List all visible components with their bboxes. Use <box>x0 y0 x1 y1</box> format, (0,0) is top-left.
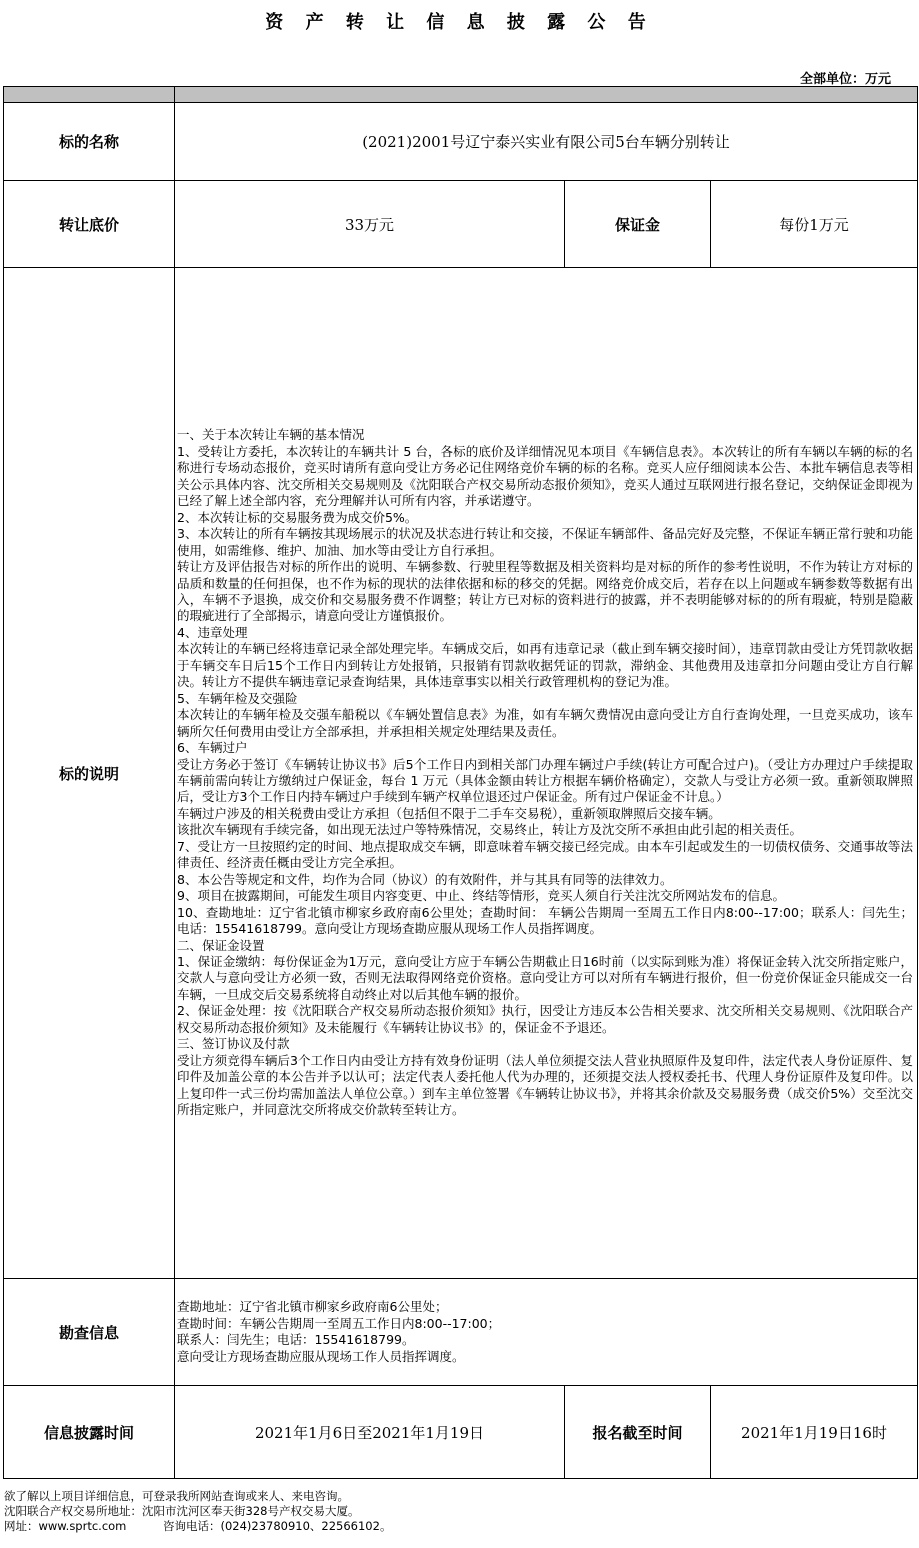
gray-cell-right <box>175 87 918 103</box>
description-paragraph: 受让方须竞得车辆后3个工作日内由受让方持有效身份证明（法人单位须提交法人营业执照原件及复印件，法定代表人身份证原件、复印件及加盖公章的本公告并予以认可；法定代表人委托他人代为办理的，还须提交法人授权委托书、代理人身份证原件及复印件。以上复印件一式三份均需加盖法人单位公章。）到车主单位签署《车辆转让协议书》，并将其余价款及交易服务费（成交价5%）交至沈交所指定账户，并同意沈交所将成交价款转至转让方。 <box>177 1052 913 1118</box>
description-label: 标的说明 <box>4 268 175 1279</box>
footer-line-address: 沈阳联合产权交易所地址：沈阳市沈河区奉天街328号产权交易大厦。 <box>4 1504 360 1518</box>
description-paragraph: 本次转让的车辆年检及交强车船税以《车辆处置信息表》为准，如有车辆欠费情况由意向受让方自行查询处理，一旦竞买成功，该车辆所欠任何费用由受让方全部承担，并承担相关规定处理结果及责任。 <box>177 707 913 739</box>
description-paragraph: 5、车辆年检及交强险 <box>177 690 298 706</box>
page-title: 资 产 转 让 信 息 披 露 公 告 <box>265 12 654 33</box>
description-paragraph: 二、保证金设置 <box>177 937 265 953</box>
description-paragraph: 三、签订协议及付款 <box>177 1036 290 1052</box>
description-content <box>175 268 918 1279</box>
inspection-line: 查勘地址：辽宁省北镇市柳家乡政府南6公里处； <box>177 1299 448 1314</box>
description-paragraph: 转让方及评估报告对标的所作出的说明、车辆参数、行驶里程等数据及相关资料均是对标的所作的参考性说明，不作为转让方对标的品质和数量的任何担保，也不作为标的现状的法律依据和标的移交的凭据。网络竞价成交后，若存在以上问题或车辆参数等数据有出入，车辆不予退换，成交价和交易服务费不作调整；转让方已对标的资料进行的披露，并不表明能够对标的的所有瑕疵，特别是隐蔽的瑕疵进行了全部揭示，请意向受让方谨慎报价。 <box>177 559 913 624</box>
inspection-line: 意向受让方现场查勘应服从现场工作人员指挥调度。 <box>177 1348 465 1364</box>
inspection-line: 查勘时间：车辆公告期周一至周五工作日内8:00--17:00； <box>177 1315 501 1331</box>
disclosure-period-label: 信息披露时间 <box>4 1386 175 1479</box>
description-paragraph: 4、违章处理 <box>177 624 248 640</box>
inspection-line: 联系人：闫先生；电话：15541618799。 <box>177 1332 415 1347</box>
footer-line-inquiry: 欲了解以上项目详细信息，可登录我所网站查询或来人、来电咨询。 <box>4 1489 349 1503</box>
price-label: 转让底价 <box>4 181 175 268</box>
deadline-label: 报名截至时间 <box>565 1386 711 1479</box>
description-paragraph: 一、关于本次转让车辆的基本情况 <box>177 427 365 443</box>
description-paragraph: 6、车辆过户 <box>177 740 248 756</box>
description-paragraph: 7、受让方一旦按照约定的时间、地点提取成交车辆，即意味着车辆交接已经完成。由本车引起或发生的一切债权债务、交通事故等法律责任、经济责任概由受让方完全承担。 <box>177 838 913 871</box>
disclosure-period-value: 2021年1月6日至2021年1月19日 <box>175 1386 565 1479</box>
description-paragraph: 3、本次转让的所有车辆按其现场展示的状况及状态进行转让和交接，不保证车辆部件、备品完好及完整，不保证车辆正常行驶和功能使用，如需维修、维护、加油、加水等由受让方自行承担。 <box>177 526 913 558</box>
gray-cell-left <box>4 87 175 103</box>
header-gray-row <box>4 87 918 103</box>
description-paragraph: 1、受转让方委托，本次转让的车辆共计 5 台，各标的底价及详细情况见本项目《车辆信息表》。本次转让的所有车辆以车辆的标的名称进行专场动态报价，竞买时请所有意向受让方务必记住网络竞价车辆的标的名称。竞买人应仔细阅读本公告、本批车辆信息表等相关公示具体内容、沈交所相关交易规则及《沈阳联合产权交易所动态报价须知》，竞买人通过互联网进行报名登记，交纳保证金即视为已经了解上述全部内容，充分理解并认可所有内容，并承诺遵守。 <box>177 443 913 509</box>
subject-name-value: (2021)2001号辽宁泰兴实业有限公司5台车辆分别转让 <box>175 103 918 181</box>
disclosure-table <box>3 86 918 1479</box>
row-inspection <box>4 1279 918 1386</box>
footer-website: 网址：www.sprtc.com <box>4 1519 127 1533</box>
unit-note: 全部单位：万元 <box>799 72 891 87</box>
description-paragraph: 受让方务必于签订《车辆转让协议书》后5个工作日内到相关部门办理车辆过户手续(转让方可配合过户)。（受让方办理过户手续提取车辆前需向转让方缴纳过户保证金，每台 1 万元（具体金额由转让方根据车辆价格确定），交款人与受让方必须一致。重新领取牌照后，受让方3个工作日内持车辆过户手续到车辆产权单位退还过户保证金。所有过户保证金不计息。） <box>177 756 913 805</box>
description-paragraph: 该批次车辆现有手续完备，如出现无法过户等特殊情况，交易终止，转让方及沈交所不承担由此引起的相关责任。 <box>177 822 803 838</box>
footer-line-contact <box>4 1519 391 1534</box>
row-period <box>4 1386 918 1479</box>
description-paragraph: 车辆过户涉及的相关税费由受让方承担（包括但不限于二手车交易税），重新领取牌照后交接车辆。 <box>177 805 721 821</box>
inspection-label: 勘查信息 <box>4 1279 175 1386</box>
footer <box>4 1489 391 1534</box>
description-paragraph: 2、保证金处理：按《沈阳联合产权交易所动态报价须知》执行，因受让方违反本公告相关要求、沈交所相关交易规则、《沈阳联合产权交易所动态报价须知》及未能履行《车辆转让协议书》的，保证金不予退还。 <box>177 1003 913 1035</box>
row-price <box>4 181 918 268</box>
description-paragraph: 本次转让的车辆已经将违章记录全部处理完毕。车辆成交后，如再有违章记录（截止到车辆交接时间），违章罚款由受让方凭罚款收据于车辆交车日后15个工作日内到转让方处报销，只报销有罚款收据凭证的罚款，滞纳金、其他费用及违章扣分问题由受让方自行解决。转让方不提供车辆违章记录查询结果，具体违章事实以相关行政管理机构的登记为准。 <box>177 641 913 690</box>
description-paragraph: 8、本公告等规定和文件，均作为合同（协议）的有效附件，并与其具有同等的法律效力。 <box>177 871 673 887</box>
row-subject-name <box>4 103 918 181</box>
description-paragraph: 1、保证金缴纳：每份保证金为1万元，意向受让方应于车辆公告期截止日16时前（以实际到账为准）将保证金转入沈交所指定账户，交款人与意向受让方必须一致，否则无法取得网络竞价资格。意向受让方可以对所有车辆进行报价，但一份竞价保证金只能成交一台车辆，一旦成交后交易系统将自动终止对以后其他车辆的报价。 <box>177 953 913 1002</box>
deadline-value: 2021年1月19日16时 <box>711 1386 918 1479</box>
footer-phone: 咨询电话：(024)23780910、22566102。 <box>162 1519 392 1533</box>
description-paragraph: 10、查勘地址：辽宁省北镇市柳家乡政府南6公里处；查勘时间： 车辆公告期周一至周五工作日内8:00--17:00；联系人：闫先生；电话：15541618799。意向受让方现场查勘应服从现场工作人员指挥调度。 <box>177 904 913 937</box>
row-description <box>4 268 918 1279</box>
subject-name-label: 标的名称 <box>4 103 175 181</box>
price-value: 33万元 <box>175 181 565 268</box>
deposit-value: 每份1万元 <box>711 181 918 268</box>
description-paragraph: 9、项目在披露期间，可能发生项目内容变更、中止、终结等情形，竞买人须自行关注沈交所网站发布的信息。 <box>177 888 785 904</box>
deposit-label: 保证金 <box>565 181 711 268</box>
inspection-content <box>175 1279 918 1386</box>
description-paragraph: 2、本次转让标的交易服务费为成交价5%。 <box>177 509 418 525</box>
